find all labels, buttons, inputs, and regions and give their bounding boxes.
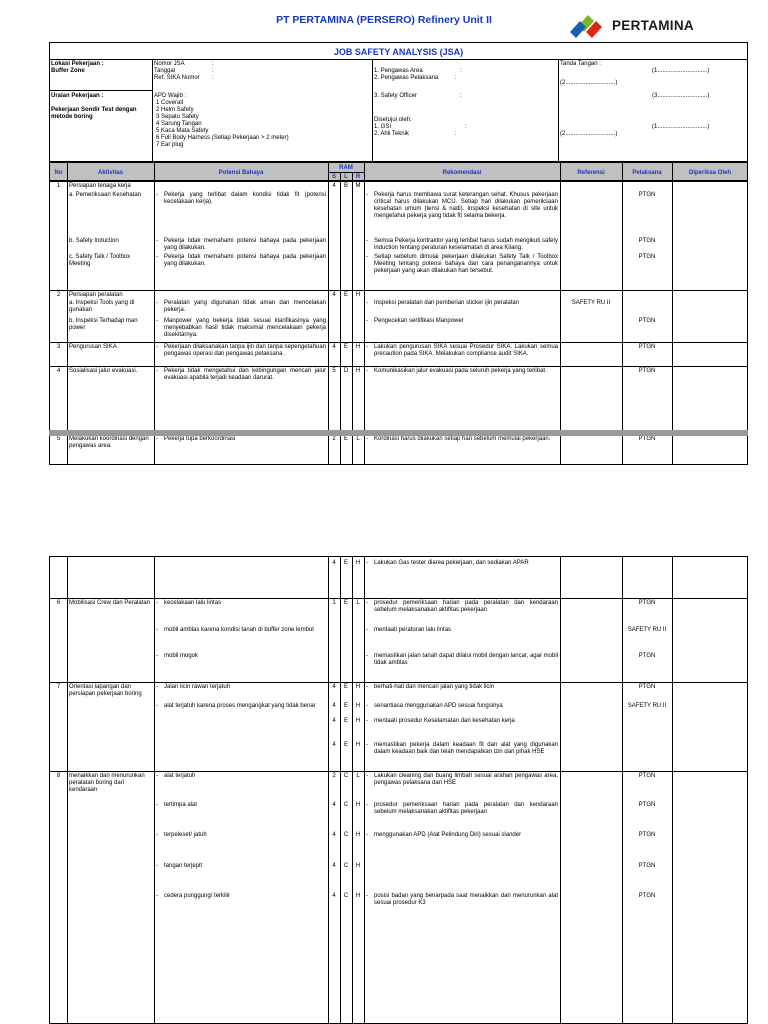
- bullet-dash: -: [156, 863, 158, 869]
- cell-pel: PTGN: [638, 318, 656, 324]
- bullet-dash: -: [156, 893, 158, 899]
- cell-rek: Lakukan pengurusan SIKA sesuai Prosedur SIKA. Lakukan semua precaution pada SIKA. Melakukan compliance audit SIKA.: [374, 344, 558, 357]
- cell-rek: Kordinasi harus dilakukan setiap hari sebelum memulai pekerjaan.: [374, 436, 551, 442]
- disetujui-label: Disetujui oleh:: [374, 117, 412, 123]
- cell-rek: Inspeksi peralatan dan pemberian sticker ijin peralatan: [374, 300, 520, 306]
- table-body-2: [49, 556, 748, 1024]
- cell-pot: Pekerja tupa berkoordinasi: [164, 436, 236, 442]
- bullet-dash: -: [366, 300, 368, 306]
- apd-item: 6 Full Body Harness (Setiap Pekerjaan > 2 meter): [156, 135, 289, 141]
- cell-r: H: [355, 344, 361, 350]
- cell-pot: Pekerja tidak mengetahui dan kebingungan mencari jalur evakuasi apabila terjadi keadaan darurat.: [164, 368, 326, 381]
- cell-pel: SAFETY RU II: [627, 627, 667, 633]
- cell-r: L: [356, 773, 360, 779]
- tanggal-label: Tanggal: [154, 68, 176, 74]
- bullet-dash: -: [156, 300, 158, 306]
- cell-r: H: [355, 292, 361, 298]
- bullet-dash: -: [366, 254, 368, 260]
- cell-r: M: [355, 183, 361, 189]
- bullet-dash: -: [366, 684, 368, 690]
- cell-pot: alat terjatuh karena proses mengangkat yang tidak benar: [164, 703, 316, 709]
- cell-s: 4: [332, 863, 336, 869]
- cell-pot: Manpower yang bekerja tidak sesuai klarifikasinya yang menyebabkan hasil tidak maksimal mencelakaan pekerja disekitarnya.: [164, 318, 326, 338]
- colon: :: [465, 124, 467, 130]
- cell-pel: PTGN: [638, 192, 656, 198]
- cell-l: E: [343, 703, 348, 709]
- cell-rek: Komunikasikan jalur evakuasi pada seluruh pekerja yang terlibat.: [374, 368, 547, 374]
- cell-no: 3: [56, 344, 61, 350]
- col-potensi: Potensi Bahaya: [218, 169, 264, 176]
- cell-pel: SAFETY RU II: [627, 703, 667, 709]
- apd-item: 4 Sarung Tangan: [156, 121, 202, 127]
- cell-akt: Persiapan tenaga kerja: [69, 183, 131, 189]
- apd-item: 5 Kaca Mata Safety: [156, 128, 209, 134]
- cell-rek: Semua Pekerja kontraktor yang terlibat harus sudah mengikuti safety induction tentang peraturan keselamatan di area Kilang.: [374, 238, 558, 251]
- bullet-dash: -: [156, 773, 158, 779]
- cell-l: B: [343, 183, 348, 189]
- cell-l: E: [343, 742, 348, 748]
- pertamina-logo-icon: [568, 12, 608, 38]
- bullet-dash: -: [366, 832, 368, 838]
- cell-pot: cedera punggung/ terkilir: [164, 893, 231, 899]
- cell-pel: PTGN: [638, 368, 656, 374]
- cell-rek: prosedur pemeriksaan harian pada peralatan dan kendaraan sebelum melaksanakan aktifitas pekerjaan: [374, 600, 558, 613]
- col-no: No: [54, 169, 63, 176]
- cell-l: D: [343, 368, 349, 374]
- bullet-dash: -: [156, 703, 158, 709]
- bullet-dash: -: [366, 344, 368, 350]
- uraian-label: Uraian Pekerjaan :: [51, 93, 104, 99]
- cell-s: 4: [332, 703, 336, 709]
- cell-pot: Pekerja yang terlibat dalam kondisi tidak fit (potensi kecelakaan kerja).: [164, 192, 326, 205]
- ref-sika-label: Ref. SIKA Nomor: [154, 75, 200, 81]
- cell-no: 4: [56, 368, 61, 374]
- bullet-dash: -: [366, 627, 368, 633]
- document-title: PT PERTAMINA (PERSERO) Refinery Unit II: [276, 14, 492, 26]
- sign-1: (1..............................): [652, 68, 710, 74]
- cell-rek: memastikan pekerja dalam keadaan fit dan alat yang digunakan dalam keadaan baik dan telah mendapatkan izin dari pihak HSE: [374, 742, 558, 755]
- cell-r: H: [355, 893, 361, 899]
- cell-r: H: [355, 684, 361, 690]
- cell-l: E: [343, 344, 348, 350]
- uraian-value: Pekerjaan Sondir Test dengan metode boring: [51, 107, 137, 120]
- cell-ref: SAFETY RU II: [571, 300, 611, 306]
- bullet-dash: -: [156, 318, 158, 324]
- cell-akt: a. Inspeksi Tools yang di gunakan: [69, 300, 135, 313]
- cell-s: 2: [332, 773, 336, 779]
- tanda-tangan-label: Tanda Tangan :: [560, 61, 601, 67]
- cell-r: H: [355, 560, 361, 566]
- cell-akt: Mobilisasi Crew dan Peralatan: [69, 600, 151, 606]
- cell-rek: posisi badan yang benarpada saat menaikkan dan menurunkan alat sesuai prosedur K3: [374, 893, 558, 906]
- bullet-dash: -: [366, 893, 368, 899]
- lokasi-value: Buffer Zone: [51, 68, 85, 74]
- pengawas-area-label: 1. Pengawas Area: [374, 68, 423, 74]
- cell-l: C: [343, 773, 349, 779]
- colon: :: [460, 93, 462, 99]
- cell-rek: Setiap sebelum dimulai pekerjaan dilakukan Safety Talk / Toolbox Meeting tentang potensi bahaya dan cara penanganannya untuk pekerjaan yang akan dilakukan hari tersebut.: [374, 254, 558, 274]
- bullet-dash: -: [156, 238, 158, 244]
- bullet-dash: -: [156, 368, 158, 374]
- cell-rek: berhati-hati dan mencari jalan yang tidak licin: [374, 684, 495, 690]
- bullet-dash: -: [366, 318, 368, 324]
- cell-akt: b. Safety Induction: [69, 238, 119, 244]
- cell-pel: PTGN: [638, 238, 656, 244]
- sign-2: (2..............................): [560, 80, 618, 86]
- cell-r: H: [355, 863, 361, 869]
- cell-pel: PTGN: [638, 863, 656, 869]
- cell-akt: Persiapan peralatan: [69, 292, 123, 298]
- col-referensi: Referensi: [577, 169, 605, 176]
- apd-item: 1 Coverall: [156, 100, 184, 106]
- cell-akt: Melakukan koordinasi dengan pengawas area.: [69, 436, 149, 449]
- bullet-dash: -: [156, 802, 158, 808]
- ahli-teknik-label: 2. Ahli Teknik: [374, 131, 409, 137]
- cell-akt: c. Safety Talk / Toolbox Meeting: [69, 254, 131, 267]
- bullet-dash: -: [366, 703, 368, 709]
- colon: :: [212, 75, 214, 81]
- gsi-label: 1. GSI: [374, 124, 392, 130]
- safety-officer-label: 3. Safety Officer: [374, 93, 417, 99]
- cell-s: 4: [332, 183, 336, 189]
- bullet-dash: -: [366, 802, 368, 808]
- nomor-jsa-label: Nomor JSA: [154, 61, 185, 67]
- cell-pel: PTGN: [638, 653, 656, 659]
- cell-l: E: [343, 292, 348, 298]
- cell-no: 1: [56, 183, 61, 189]
- jsa-title: JOB SAFETY ANALYSIS (JSA): [49, 42, 748, 60]
- cell-r: H: [355, 368, 361, 374]
- cell-no: 5: [56, 436, 61, 442]
- cell-l: E: [343, 600, 348, 606]
- col-aktivitas: Aktivitas: [97, 169, 123, 176]
- cell-s: 4: [332, 684, 336, 690]
- col-rekomendasi: Rekomendasi: [442, 169, 482, 176]
- col-pelaksana: Pelaksana: [632, 169, 662, 176]
- apd-item: 3 Sepatu Safety: [156, 114, 199, 120]
- cell-akt: b. Inspeksi Terhadap man power: [69, 318, 138, 331]
- bullet-dash: -: [366, 192, 368, 198]
- col-r: R: [355, 173, 361, 180]
- cell-r: H: [355, 703, 361, 709]
- colon: :: [212, 61, 214, 67]
- bullet-dash: -: [366, 653, 368, 659]
- cell-s: 4: [332, 344, 336, 350]
- cell-rek: senantiasa menggunakan APD sesuai fungsinya: [374, 703, 503, 709]
- bullet-dash: -: [156, 832, 158, 838]
- cell-rek: memastikan jalan tanah dapat dilalui mobil dengan lancar, agar mobil tidak amblas: [374, 653, 558, 666]
- sign-3: (3..............................): [652, 93, 710, 99]
- section-divider: [49, 430, 748, 436]
- cell-pot: Pekerja tidak memahami potensi bahaya pada pekerjaan yang dilakukan.: [164, 254, 326, 267]
- bullet-dash: -: [366, 368, 368, 374]
- cell-pot: tertimpa alat: [164, 802, 198, 808]
- bullet-dash: -: [366, 773, 368, 779]
- cell-l: E: [343, 436, 348, 442]
- col-ram: RAM: [339, 164, 353, 171]
- sign-a2: (2..............................): [560, 131, 618, 137]
- cell-rek: menggunakan APD (Alat Pelindung Diri) sesuai slander: [374, 832, 522, 838]
- cell-rek: Pengecekan sertifikasi Manpower: [374, 318, 464, 324]
- bullet-dash: -: [366, 600, 368, 606]
- cell-pel: PTGN: [638, 254, 656, 260]
- cell-s: 1: [332, 600, 336, 606]
- bullet-dash: -: [366, 238, 368, 244]
- apd-item: 2 Helm Safety: [156, 107, 194, 113]
- cell-l: C: [343, 802, 349, 808]
- cell-pel: PTGN: [638, 832, 656, 838]
- colon: :: [212, 68, 214, 74]
- cell-pot: Pekerjaan dilaksanakan tanpa ijin dan tanpa sepengetahuan pengawas operasi dan pengawas pelaksana .: [164, 344, 326, 357]
- bullet-dash: -: [156, 344, 158, 350]
- bullet-dash: -: [156, 653, 158, 659]
- cell-pel: PTGN: [638, 893, 656, 899]
- cell-pel: PTGN: [638, 600, 656, 606]
- cell-l: E: [343, 560, 348, 566]
- cell-pot: Peralatan yang digunakan tidak aman dan mencelakan pekerja.: [164, 300, 326, 313]
- cell-pot: mobil mogok: [164, 653, 199, 659]
- cell-s: 4: [332, 802, 336, 808]
- cell-akt: Pengurusan SIKA: [69, 344, 117, 350]
- cell-pot: tangan terjepit: [164, 863, 203, 869]
- cell-no: 2: [56, 292, 61, 298]
- bullet-dash: -: [156, 627, 158, 633]
- bullet-dash: -: [156, 600, 158, 606]
- cell-rek: mentaati prosedur Keselamatan dan kesehatan kerja: [374, 718, 515, 724]
- cell-pot: mobil amblas karena kondisi tanah di buffer zone lembut: [164, 627, 314, 633]
- cell-no: 7: [56, 684, 61, 690]
- cell-s: 4: [332, 718, 336, 724]
- cell-s: 2: [332, 436, 336, 442]
- cell-s: 4: [332, 832, 336, 838]
- cell-pot: terpeleset/ jatuh: [164, 832, 207, 838]
- cell-pel: PTGN: [638, 436, 656, 442]
- bullet-dash: -: [366, 742, 368, 748]
- cell-l: C: [343, 832, 349, 838]
- cell-l: E: [343, 718, 348, 724]
- col-s: S: [331, 173, 336, 180]
- bullet-dash: -: [366, 718, 368, 724]
- cell-pot: kecelakaan lalu lintas: [164, 600, 222, 606]
- bullet-dash: -: [366, 436, 368, 442]
- bullet-dash: -: [366, 560, 368, 566]
- cell-pel: PTGN: [638, 344, 656, 350]
- apd-item: 7 Ear plug: [156, 142, 184, 148]
- bullet-dash: -: [156, 684, 158, 690]
- cell-akt: menaikkan dan menurunkan peralatan boring dari kendaraan: [69, 773, 145, 793]
- cell-rek: prosedur pemeriksaan harian pada peralatan dan kendaraan sebelum melaksanakan aktifitas pekerjaan: [374, 802, 558, 815]
- cell-s: 4: [332, 893, 336, 899]
- bullet-dash: -: [156, 192, 158, 198]
- cell-s: 4: [332, 560, 336, 566]
- cell-pot: alat terjatuh: [164, 773, 196, 779]
- cell-r: L: [356, 600, 360, 606]
- cell-r: H: [355, 718, 361, 724]
- cell-rek: Lakukan cleaning dan buang limbah sesuai arahan pengawas area, pengawas pelaksana dan HSE: [374, 773, 558, 786]
- cell-l: C: [343, 863, 349, 869]
- colon: :: [455, 131, 457, 137]
- cell-rek: Pekerja harus membawa surat keterangan sehat. Khusus pekerjaan critical harus dilakukan MCU. Setiap hari dilakukan pemeriksaan kesehatan umum (tensi & nadi). Inspeksi kesehatan di site untuk mengetahui pekerja yang tidak fit selama bekerja.: [374, 192, 558, 219]
- colon: :: [455, 75, 457, 81]
- cell-pot: Jalan licin rawan terjatuh: [164, 684, 231, 690]
- bullet-dash: -: [156, 254, 158, 260]
- cell-pel: PTGN: [638, 684, 656, 690]
- cell-rek: mentaati peraturan lalu lintas: [374, 627, 452, 633]
- table-header: [49, 162, 748, 181]
- cell-no: 8: [56, 773, 61, 779]
- bullet-dash: -: [156, 436, 158, 442]
- col-l: L: [344, 173, 348, 180]
- cell-rek: Lakukan Gas tester diarea pekerjaan, dan sediakan APAR: [374, 560, 529, 566]
- info-block: [49, 60, 748, 162]
- logo-wordmark: PERTAMINA: [612, 18, 694, 33]
- pengawas-pelaksana-label: 2. Pengawas Pelaksana: [374, 75, 439, 81]
- cell-pel: PTGN: [638, 773, 656, 779]
- cell-r: H: [355, 742, 361, 748]
- pertamina-logo: [568, 12, 728, 38]
- apd-title: APD Wajib :: [154, 93, 187, 99]
- cell-s: 5: [332, 368, 336, 374]
- cell-akt: a. Pemeriksaan Kesehatan: [69, 192, 142, 198]
- cell-r: H: [355, 802, 361, 808]
- table-body-1: [49, 181, 748, 465]
- cell-pel: PTGN: [638, 802, 656, 808]
- cell-s: 4: [332, 742, 336, 748]
- colon: :: [460, 68, 462, 74]
- cell-l: C: [343, 893, 349, 899]
- cell-no: 6: [56, 600, 61, 606]
- col-diperiksa: Diperiksa Oleh: [688, 169, 732, 176]
- lokasi-label: Lokasi Pekerjaan :: [51, 61, 104, 67]
- cell-akt: Orientasi lapangan dan persiapan pekerjaan boring: [69, 684, 142, 697]
- cell-akt: Sosialisasi jalur evakuasi.: [69, 368, 138, 374]
- cell-pot: Pekerja tidak memahami potensi bahaya pada pekerjaan yang dilakukan.: [164, 238, 326, 251]
- cell-r: H: [355, 832, 361, 838]
- sign-a1: (1..............................): [652, 124, 710, 130]
- cell-r: L: [356, 436, 360, 442]
- cell-s: 4: [332, 292, 336, 298]
- cell-l: E: [343, 684, 348, 690]
